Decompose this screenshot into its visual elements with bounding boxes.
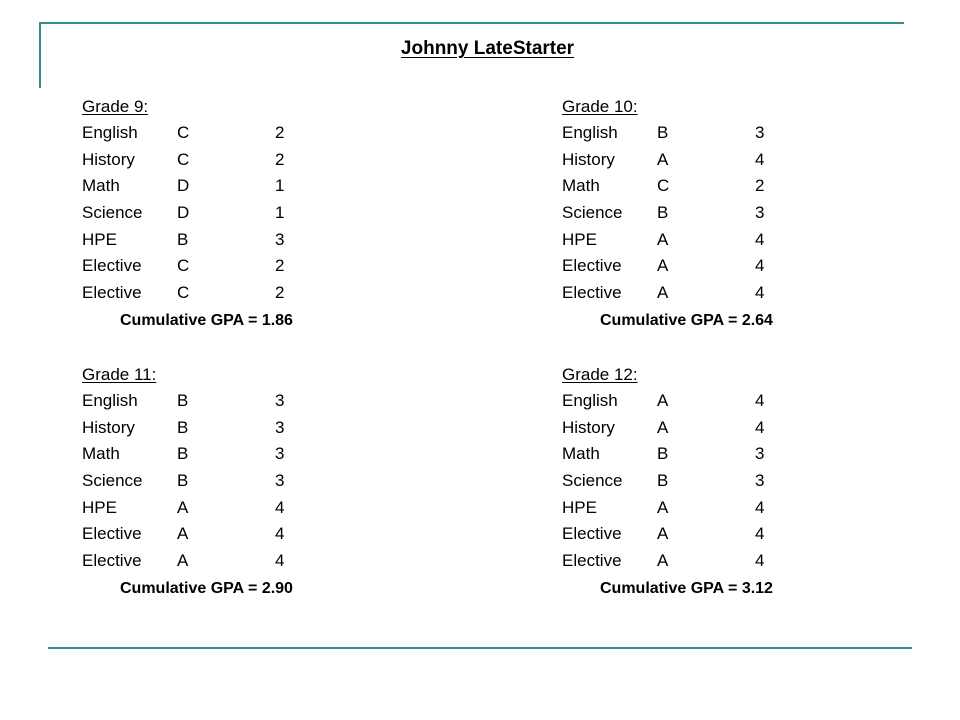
bottom-divider-line <box>48 647 912 649</box>
cumulative-gpa: Cumulative GPA = 2.64 <box>600 311 773 329</box>
course-row <box>562 415 892 442</box>
course-grade-points: 4 <box>755 229 765 249</box>
course-grade-points: 4 <box>755 391 765 410</box>
course-grade-points: 4 <box>755 256 765 276</box>
course-grade-points: 3 <box>275 444 285 464</box>
course-row <box>562 388 892 415</box>
course-letter-grade: A <box>177 497 189 517</box>
course-grade-points: 2 <box>275 256 285 276</box>
cumulative-gpa: Cumulative GPA = 1.86 <box>120 311 293 329</box>
course-subject: Science <box>82 471 143 491</box>
course-grade-points: 3 <box>275 471 285 491</box>
course-row <box>562 173 892 200</box>
course-subject: Math <box>562 444 600 464</box>
course-row <box>82 173 412 200</box>
course-grade-points: 3 <box>755 123 765 142</box>
course-letter-grade: B <box>177 471 189 491</box>
course-letter-grade: A <box>657 524 669 544</box>
course-row <box>562 120 892 147</box>
course-subject: History <box>82 417 135 437</box>
course-letter-grade: B <box>657 123 669 142</box>
course-row <box>562 147 892 174</box>
course-subject: Elective <box>82 283 142 303</box>
grade-block-12 <box>562 361 892 602</box>
course-row <box>82 388 412 415</box>
course-letter-grade: A <box>657 497 669 517</box>
course-letter-grade: A <box>657 229 669 249</box>
course-letter-grade: B <box>177 391 189 410</box>
course-subject: HPE <box>82 497 117 517</box>
course-grade-points: 3 <box>275 391 285 410</box>
course-letter-grade: A <box>657 149 669 169</box>
course-subject: English <box>562 123 618 142</box>
page-title: Johnny LateStarter <box>400 38 575 59</box>
course-subject: Math <box>82 444 120 464</box>
course-subject: Elective <box>562 256 622 276</box>
course-subject: Elective <box>82 551 142 571</box>
course-letter-grade: A <box>657 391 669 410</box>
grade-heading: Grade 12: <box>562 365 638 384</box>
course-letter-grade: B <box>657 203 669 223</box>
course-grade-points: 4 <box>755 497 765 517</box>
course-letter-grade: B <box>177 417 189 437</box>
course-grade-points: 2 <box>275 123 285 142</box>
course-letter-grade: C <box>177 123 190 142</box>
course-subject: Math <box>82 176 120 196</box>
course-grade-points: 4 <box>275 497 285 517</box>
course-grade-points: 4 <box>755 524 765 544</box>
course-row <box>562 468 892 495</box>
course-grade-points: 2 <box>275 283 285 303</box>
course-row <box>562 227 892 254</box>
course-grade-points: 1 <box>275 176 285 196</box>
course-letter-grade: B <box>177 444 189 464</box>
course-grade-points: 4 <box>755 283 765 303</box>
course-row <box>562 200 892 227</box>
top-divider-line <box>39 22 904 24</box>
grade-block-11 <box>82 361 412 602</box>
course-grade-points: 4 <box>275 551 285 571</box>
course-row <box>82 280 412 307</box>
course-letter-grade: D <box>177 176 190 196</box>
course-row <box>82 495 412 522</box>
course-row <box>562 280 892 307</box>
course-row <box>82 120 412 147</box>
course-subject: English <box>562 391 618 410</box>
course-letter-grade: B <box>657 471 669 491</box>
course-subject: History <box>82 149 135 169</box>
course-letter-grade: A <box>657 256 669 276</box>
course-row <box>562 548 892 575</box>
course-grade-points: 2 <box>755 176 765 196</box>
course-grade-points: 4 <box>755 149 765 169</box>
course-grade-points: 4 <box>275 524 285 544</box>
course-subject: HPE <box>562 497 597 517</box>
course-subject: Elective <box>82 524 142 544</box>
course-letter-grade: B <box>177 229 189 249</box>
course-row <box>82 415 412 442</box>
course-letter-grade: D <box>177 203 190 223</box>
course-subject: Science <box>562 203 623 223</box>
course-row <box>562 521 892 548</box>
course-letter-grade: A <box>177 551 189 571</box>
course-letter-grade: A <box>657 551 669 571</box>
grade-heading: Grade 9: <box>82 97 149 116</box>
course-subject: HPE <box>562 229 597 249</box>
course-row <box>82 147 412 174</box>
grade-heading: Grade 11: <box>82 365 157 384</box>
course-subject: Elective <box>562 283 622 303</box>
cumulative-gpa: Cumulative GPA = 3.12 <box>600 579 773 597</box>
course-letter-grade: A <box>657 283 669 303</box>
course-subject: Elective <box>82 256 142 276</box>
course-subject: Elective <box>562 524 622 544</box>
course-subject: English <box>82 391 138 410</box>
grade-block-10 <box>562 93 892 334</box>
course-letter-grade: A <box>177 524 189 544</box>
course-subject: Science <box>562 471 623 491</box>
course-row <box>82 468 412 495</box>
course-subject: History <box>562 417 615 437</box>
course-row <box>562 441 892 468</box>
course-subject: English <box>82 123 138 142</box>
grade-block-9 <box>82 93 412 334</box>
course-subject: HPE <box>82 229 117 249</box>
course-grade-points: 2 <box>275 149 285 169</box>
course-grade-points: 3 <box>275 229 285 249</box>
course-row <box>562 495 892 522</box>
course-subject: Science <box>82 203 143 223</box>
course-row <box>82 200 412 227</box>
course-letter-grade: C <box>177 283 190 303</box>
course-grade-points: 4 <box>755 551 765 571</box>
course-row <box>82 441 412 468</box>
course-row <box>82 548 412 575</box>
course-grade-points: 3 <box>275 417 285 437</box>
course-grade-points: 4 <box>755 417 765 437</box>
course-letter-grade: A <box>657 417 669 437</box>
course-row <box>82 253 412 280</box>
course-row <box>82 521 412 548</box>
course-letter-grade: B <box>657 444 669 464</box>
course-letter-grade: C <box>177 256 190 276</box>
course-grade-points: 1 <box>275 203 285 223</box>
course-grade-points: 3 <box>755 471 765 491</box>
course-letter-grade: C <box>177 149 190 169</box>
course-grade-points: 3 <box>755 444 765 464</box>
course-row <box>82 227 412 254</box>
course-letter-grade: C <box>657 176 670 196</box>
grade-heading: Grade 10: <box>562 97 638 116</box>
course-row <box>562 253 892 280</box>
course-subject: Math <box>562 176 600 196</box>
course-subject: History <box>562 149 615 169</box>
course-subject: Elective <box>562 551 622 571</box>
course-grade-points: 3 <box>755 203 765 223</box>
cumulative-gpa: Cumulative GPA = 2.90 <box>120 579 293 597</box>
